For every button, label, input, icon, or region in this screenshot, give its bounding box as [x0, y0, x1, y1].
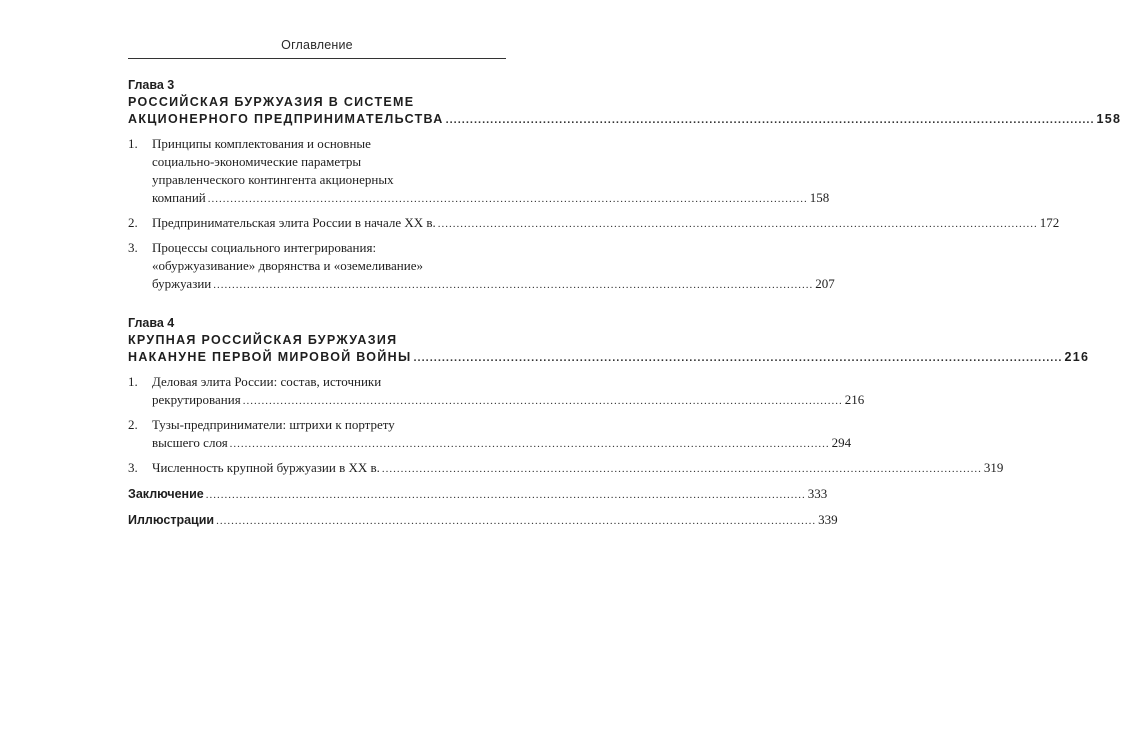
entry-text-line: Численность крупной буржуазии в XX в. — [152, 460, 380, 475]
entry-number: 1. — [128, 374, 138, 389]
toc-entry[interactable] — [128, 373, 865, 410]
entry-body — [152, 135, 829, 208]
dot-leader: ................................................................................................................................................................ — [413, 352, 1063, 364]
page-number: 158 — [809, 190, 830, 205]
entry-body — [152, 239, 835, 294]
toc-entry[interactable] — [128, 459, 1004, 478]
chapter-section — [128, 76, 1121, 294]
toc-entry[interactable] — [128, 416, 852, 453]
page-number: 216 — [1064, 350, 1090, 364]
dot-leader: ................................................................................................................................................................ — [216, 515, 817, 527]
entry-number: 3. — [128, 240, 138, 255]
entry-text-line: Процессы социального интегрирования: — [152, 240, 377, 255]
entry-text-line: высшего слоя — [152, 435, 228, 450]
entry-number: 3. — [128, 460, 138, 475]
entry-text-line: социально-экономические параметры — [152, 154, 362, 169]
running-header: Оглавление — [281, 38, 353, 52]
toc-line[interactable] — [128, 111, 1121, 129]
dot-leader: ................................................................................................................................................................ — [213, 279, 814, 291]
toc-line[interactable] — [152, 391, 864, 410]
chapter-section — [128, 314, 1090, 478]
entry-text-line: управленческого контингента акционерных — [152, 172, 394, 187]
entry-text-line: Принципы комплектования и основные — [152, 136, 371, 151]
page-number: 216 — [844, 392, 865, 407]
toc-line[interactable] — [152, 275, 835, 294]
toc-line[interactable] — [152, 189, 829, 208]
toc-line[interactable] — [152, 214, 1059, 233]
toc-line[interactable] — [152, 459, 1003, 478]
entry-number: 1. — [128, 136, 138, 151]
header-divider — [128, 58, 506, 59]
dot-leader: ................................................................................................................................................................ — [229, 438, 830, 450]
page-number: 319 — [983, 460, 1004, 475]
toc-line[interactable] — [128, 349, 1090, 367]
section-entry — [128, 485, 828, 504]
table-of-contents — [128, 76, 1121, 530]
page-number: 207 — [815, 276, 835, 291]
entry-text-line: Предпринимательская элита России в начале XX в. — [152, 215, 436, 230]
toc-line[interactable] — [128, 511, 838, 530]
entry-text-line: «обуржуазивание» дворянства и «оземеливание» — [152, 258, 423, 273]
page-number: 172 — [1039, 215, 1060, 230]
section-title: Заключение — [128, 487, 204, 501]
chapter-label: Глава 4 — [128, 316, 175, 330]
page-number: 158 — [1096, 112, 1121, 126]
entry-body — [152, 459, 1003, 478]
page-number: 339 — [818, 512, 838, 527]
dot-leader: ................................................................................................................................................................ — [205, 489, 806, 501]
section-title: Иллюстрации — [128, 513, 215, 527]
chapter-title-line: КРУПНАЯ РОССИЙСКАЯ БУРЖУАЗИЯ — [128, 333, 398, 347]
toc-entry[interactable] — [128, 239, 835, 294]
chapter-title-line: РОССИЙСКАЯ БУРЖУАЗИЯ В СИСТЕМЕ — [128, 95, 415, 109]
entry-number: 2. — [128, 215, 138, 230]
toc-line[interactable] — [152, 434, 851, 453]
entry-number: 2. — [128, 417, 138, 432]
toc-entry[interactable] — [128, 135, 830, 208]
section-entry — [128, 511, 838, 530]
page-number: 333 — [807, 486, 828, 501]
page-number: 294 — [831, 435, 852, 450]
dot-leader: ................................................................................................................................................................ — [381, 463, 982, 475]
dot-leader: ................................................................................................................................................................ — [445, 114, 1095, 126]
chapter-title-line: НАКАНУНЕ ПЕРВОЙ МИРОВОЙ ВОЙНЫ — [128, 350, 412, 364]
entry-text-line: Тузы-предприниматели: штрихи к портрету — [152, 417, 395, 432]
dot-leader: ................................................................................................................................................................ — [437, 218, 1038, 230]
chapter-label: Глава 3 — [128, 78, 175, 92]
chapter-title-line: АКЦИОНЕРНОГО ПРЕДПРИНИМАТЕЛЬСТВА — [128, 112, 444, 126]
entry-body — [152, 214, 1059, 233]
dot-leader: ................................................................................................................................................................ — [207, 193, 808, 205]
entry-text-line: рекрутирования — [152, 392, 241, 407]
toc-entry[interactable] — [128, 214, 1060, 233]
entry-text-line: буржуазии — [152, 276, 212, 291]
entry-text-line: Деловая элита России: состав, источники — [152, 374, 382, 389]
toc-line[interactable] — [128, 485, 828, 504]
entry-body — [152, 416, 851, 453]
entry-body — [152, 373, 864, 410]
entry-text-line: компаний — [152, 190, 206, 205]
dot-leader: ................................................................................................................................................................ — [242, 395, 843, 407]
